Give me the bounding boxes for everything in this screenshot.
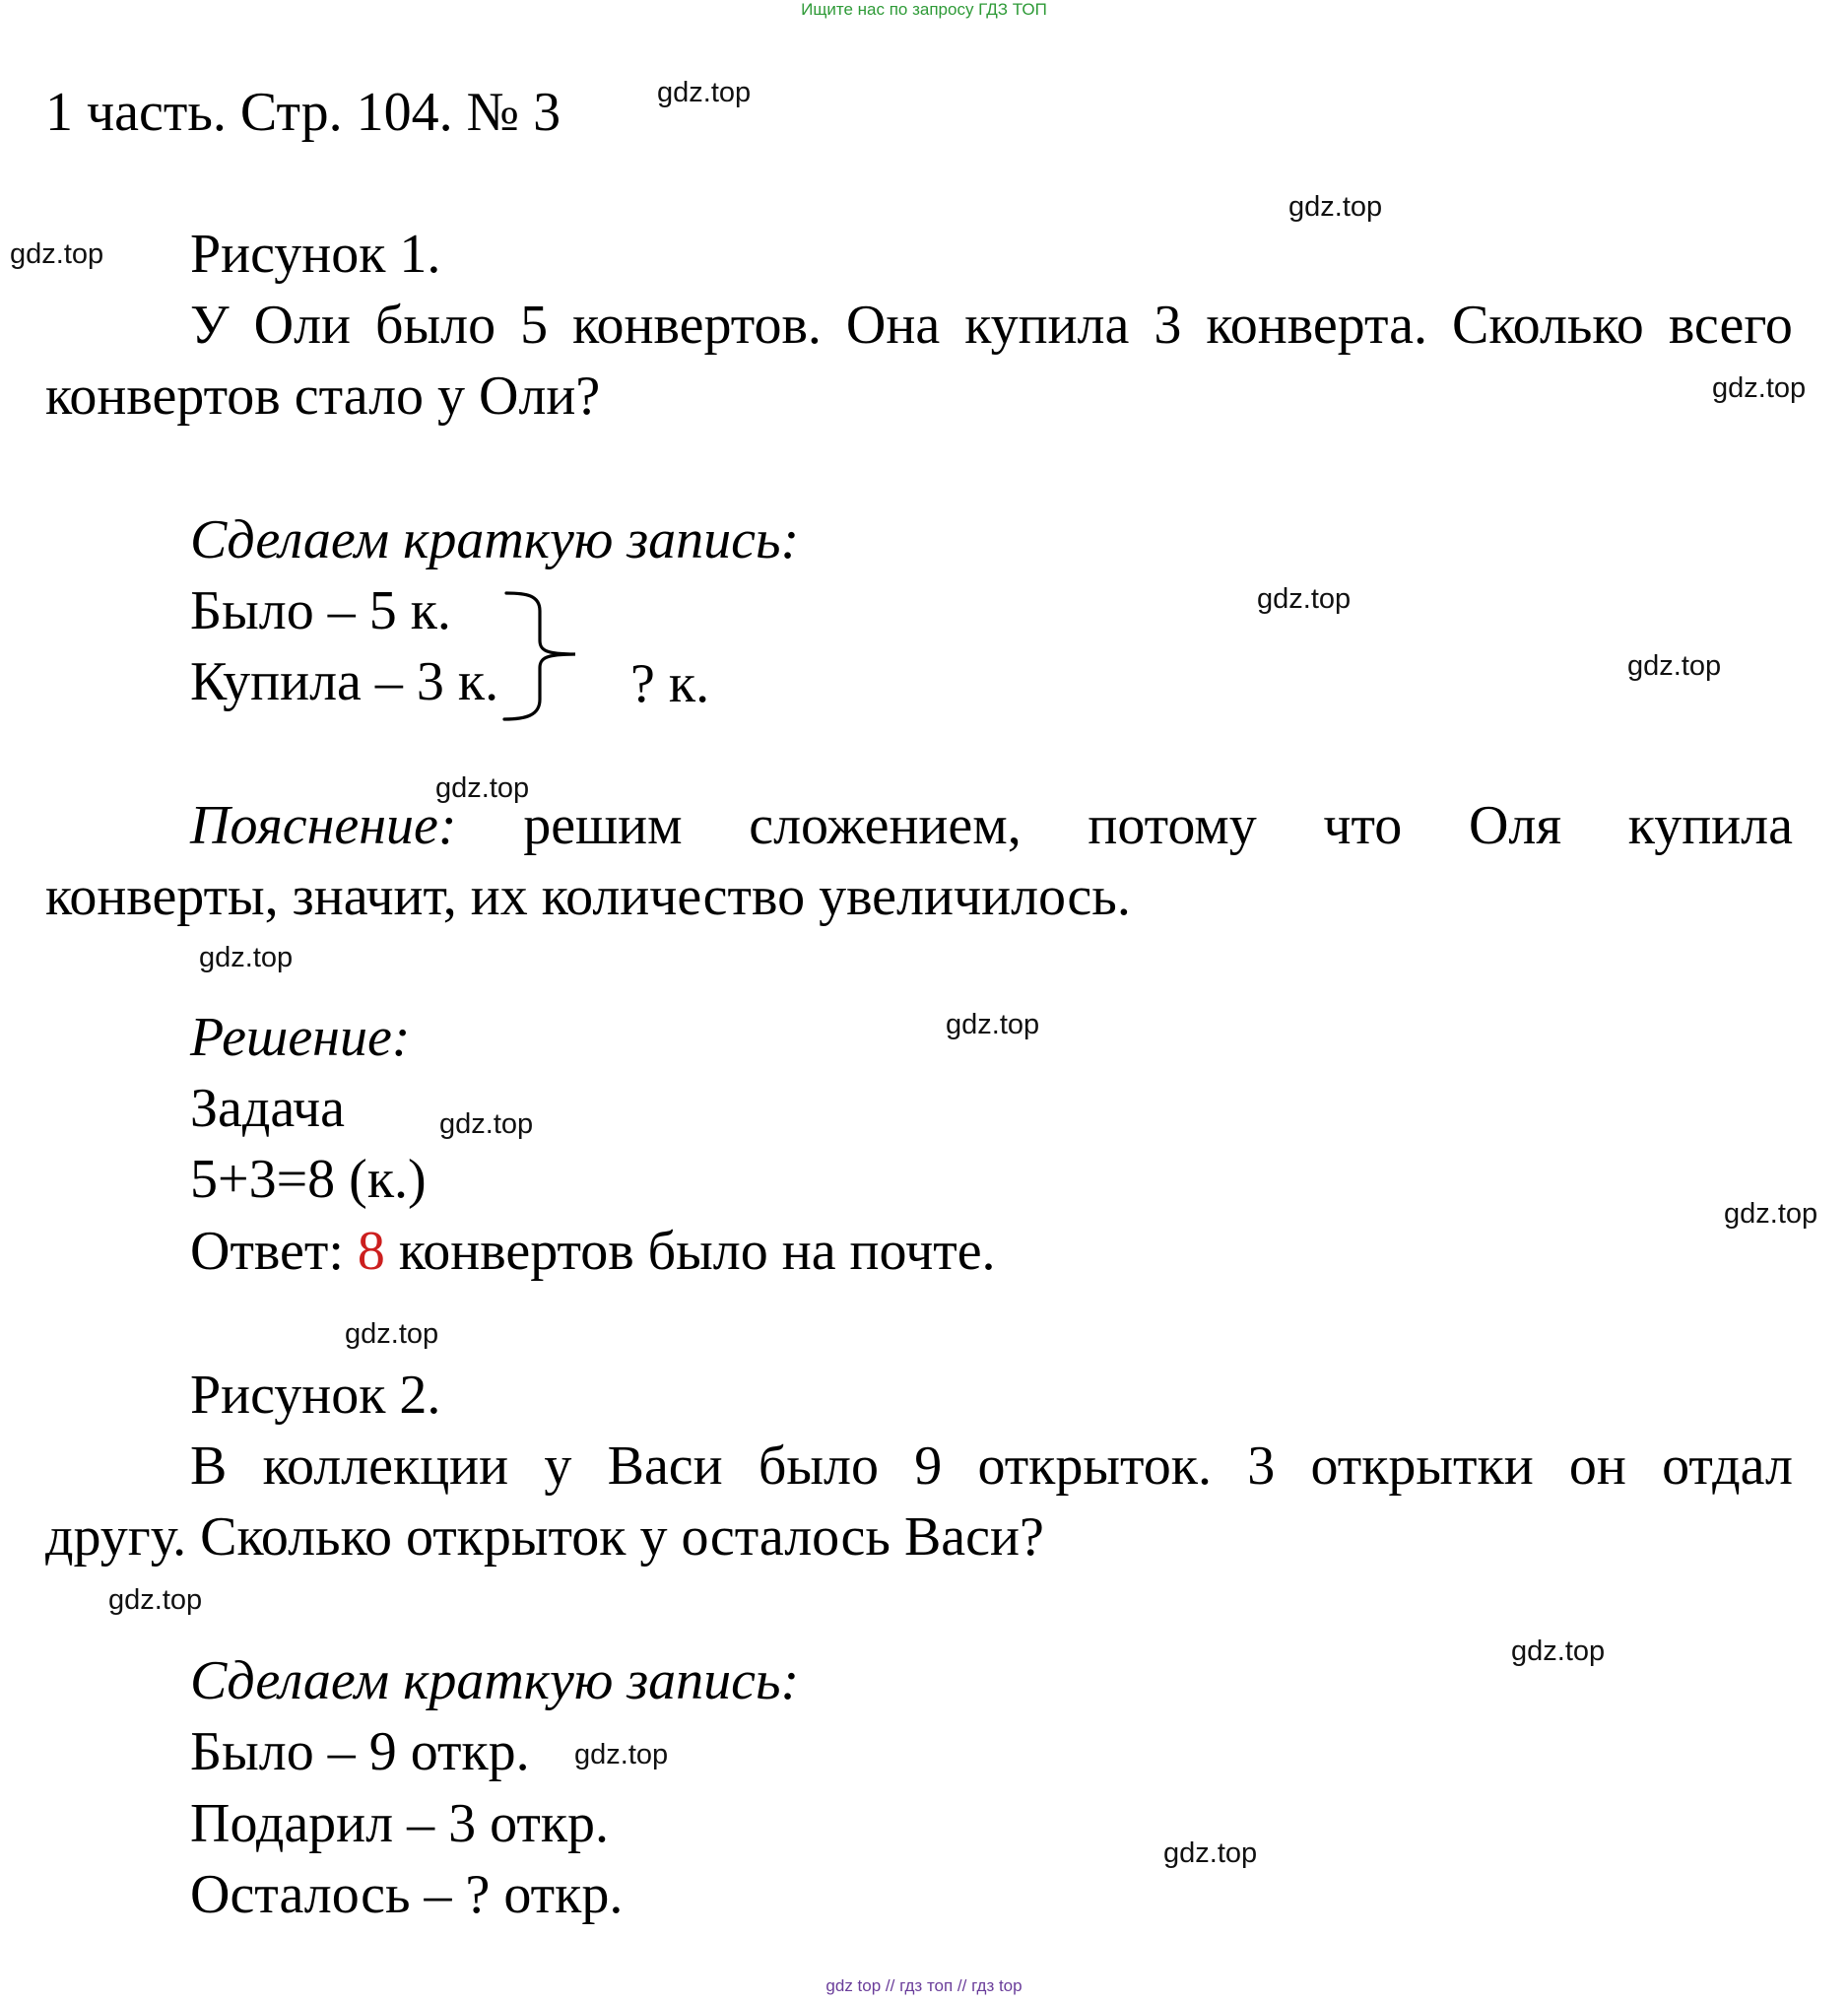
word: у: [544, 1435, 572, 1497]
word: 3: [1154, 295, 1182, 356]
top-banner: Ищите нас по запросу ГДЗ ТОП: [801, 0, 1047, 19]
figure1-record-line1: Было – 5 к.: [190, 580, 451, 641]
figure2-short-record-label: Сделаем краткую запись:: [190, 1650, 800, 1711]
figure1-problem-line1: [190, 290, 1793, 361]
answer-prefix: Ответ:: [190, 1221, 358, 1282]
watermark: gdz.top: [574, 1739, 669, 1770]
word: открытки: [1310, 1435, 1534, 1497]
answer-value: 8: [357, 1221, 385, 1282]
word: В: [190, 1435, 228, 1497]
answer-suffix: конвертов было на почте.: [384, 1221, 996, 1282]
watermark: gdz.top: [1712, 372, 1807, 404]
figure1-task-label: Задача: [190, 1078, 346, 1139]
word: У: [190, 295, 230, 356]
watermark: gdz.top: [439, 1108, 534, 1140]
word: открыток.: [977, 1435, 1212, 1497]
figure2-record-line2: Подарил – 3 откр.: [190, 1793, 610, 1854]
watermark: gdz.top: [1163, 1837, 1258, 1869]
figure1-short-record-label: Сделаем краткую запись:: [190, 509, 800, 570]
word: конвертов.: [572, 295, 822, 356]
watermark: gdz.top: [657, 77, 752, 108]
explanation-word: потому: [1088, 795, 1257, 856]
watermark: gdz.top: [1511, 1636, 1606, 1667]
figure2-record-line1: Было – 9 откр.: [190, 1721, 530, 1782]
figure2-problem-line2: другу. Сколько открыток у осталось Васи?: [45, 1506, 1044, 1568]
figure1-explanation-line1: [190, 790, 1793, 861]
page-title: 1 часть. Стр. 104. № 3: [45, 82, 561, 143]
watermark: gdz.top: [946, 1009, 1040, 1040]
watermark: gdz.top: [1724, 1198, 1818, 1230]
curly-brace-icon: [500, 589, 579, 723]
explanation-word: решим: [523, 795, 683, 856]
watermark: gdz.top: [1627, 650, 1722, 682]
figure2-record-line3: Осталось – ? откр.: [190, 1864, 624, 1925]
watermark: gdz.top: [345, 1318, 439, 1350]
word: Оли: [253, 295, 352, 356]
figure2-heading: Рисунок 2.: [190, 1365, 441, 1426]
explanation-word: сложением,: [749, 795, 1022, 856]
figure1-answer: [190, 1216, 996, 1287]
figure1-problem-line2: конвертов стало у Оли?: [45, 366, 601, 427]
word: он: [1568, 1435, 1626, 1497]
word: всего: [1668, 295, 1793, 356]
word: коллекции: [262, 1435, 509, 1497]
figure2-problem-line1: [190, 1431, 1793, 1502]
watermark: gdz.top: [199, 942, 294, 973]
word: было: [375, 295, 496, 356]
explanation-word: Оля: [1468, 795, 1562, 856]
figure1-explanation-line2: конверты, значит, их количество увеличилось.: [45, 866, 1131, 927]
watermark: gdz.top: [1288, 191, 1383, 223]
explanation-word: купила: [1627, 795, 1793, 856]
figure1-record-line2: Купила – 3 к.: [190, 651, 499, 712]
word: 3: [1247, 1435, 1276, 1497]
word: отдал: [1662, 1435, 1793, 1497]
figure1-solution-label: Решение:: [190, 1007, 411, 1068]
word: 5: [520, 295, 549, 356]
figure1-record-question: ? к.: [630, 653, 710, 714]
word: Васи: [607, 1435, 723, 1497]
word: было: [758, 1435, 879, 1497]
bottom-banner: gdz top // гдз топ // гдз top: [825, 1976, 1023, 1995]
watermark: gdz.top: [1257, 583, 1352, 615]
watermark: gdz.top: [10, 238, 104, 270]
word: конверта.: [1206, 295, 1427, 356]
figure1-equation: 5+3=8 (к.): [190, 1149, 427, 1210]
figure1-heading: Рисунок 1.: [190, 224, 441, 285]
watermark: gdz.top: [435, 772, 530, 804]
explanation-word: что: [1323, 795, 1403, 856]
watermark: gdz.top: [108, 1584, 203, 1616]
explanation-label: Пояснение:: [190, 795, 457, 856]
word: Она: [845, 295, 941, 356]
word: 9: [914, 1435, 943, 1497]
word: Сколько: [1451, 295, 1644, 356]
word: купила: [964, 295, 1130, 356]
